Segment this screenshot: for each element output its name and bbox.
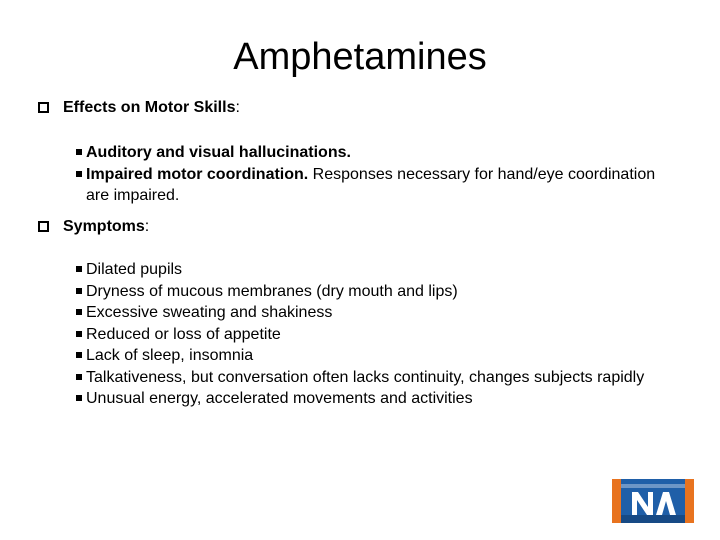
bullet-icon <box>76 331 82 337</box>
bullet-icon <box>76 171 82 177</box>
list-item-text: Talkativeness, but conversation often lacks continuity, changes subjects rapidly <box>86 368 645 386</box>
list-item <box>76 164 676 207</box>
list-item-text: Dryness of mucous membranes (dry mouth and lips) <box>86 282 458 300</box>
list-item-text: Responses necessary for hand/eye coordination are impaired. <box>86 165 656 204</box>
list-item-text: Unusual energy, accelerated movements and activities <box>86 390 473 407</box>
bullet-icon <box>76 266 82 272</box>
list-item <box>76 388 676 410</box>
square-bullet-icon <box>38 221 49 232</box>
bullet-icon <box>76 352 82 358</box>
motor-skills-list <box>76 142 676 207</box>
symptoms-list <box>76 259 676 410</box>
section-heading-label: Symptoms <box>63 218 145 235</box>
bullet-icon <box>76 374 82 380</box>
list-item-text: Reduced or loss of appetite <box>86 325 281 343</box>
bullet-icon <box>76 288 82 294</box>
nata-logo-graphic <box>612 479 694 523</box>
square-bullet-icon <box>38 102 49 113</box>
list-item-text: Excessive sweating and shakiness <box>86 304 333 321</box>
section-heading-motor-skills <box>38 98 240 118</box>
list-item-text: Dilated pupils <box>86 261 183 278</box>
bullet-icon <box>76 149 82 155</box>
list-item-text: Lack of sleep, insomnia <box>86 347 254 364</box>
list-item <box>76 367 676 389</box>
section-heading-symptoms <box>38 217 149 237</box>
section-heading-label: Effects on Motor Skills <box>63 99 236 116</box>
section-heading-colon: : <box>144 218 150 235</box>
list-item <box>76 259 676 281</box>
bullet-icon <box>76 309 82 315</box>
list-item <box>76 302 676 324</box>
slide-title: Amphetamines <box>233 36 487 78</box>
list-item <box>76 345 676 367</box>
list-item <box>76 324 676 346</box>
list-item-bold-text: Auditory and visual hallucinations. <box>86 144 351 161</box>
bullet-icon <box>76 395 82 401</box>
list-item <box>76 142 676 164</box>
section-heading-colon: : <box>235 99 240 116</box>
list-item <box>76 281 676 303</box>
nata-logo-icon <box>612 479 694 523</box>
list-item-bold-text: Impaired motor coordination. <box>86 165 309 183</box>
